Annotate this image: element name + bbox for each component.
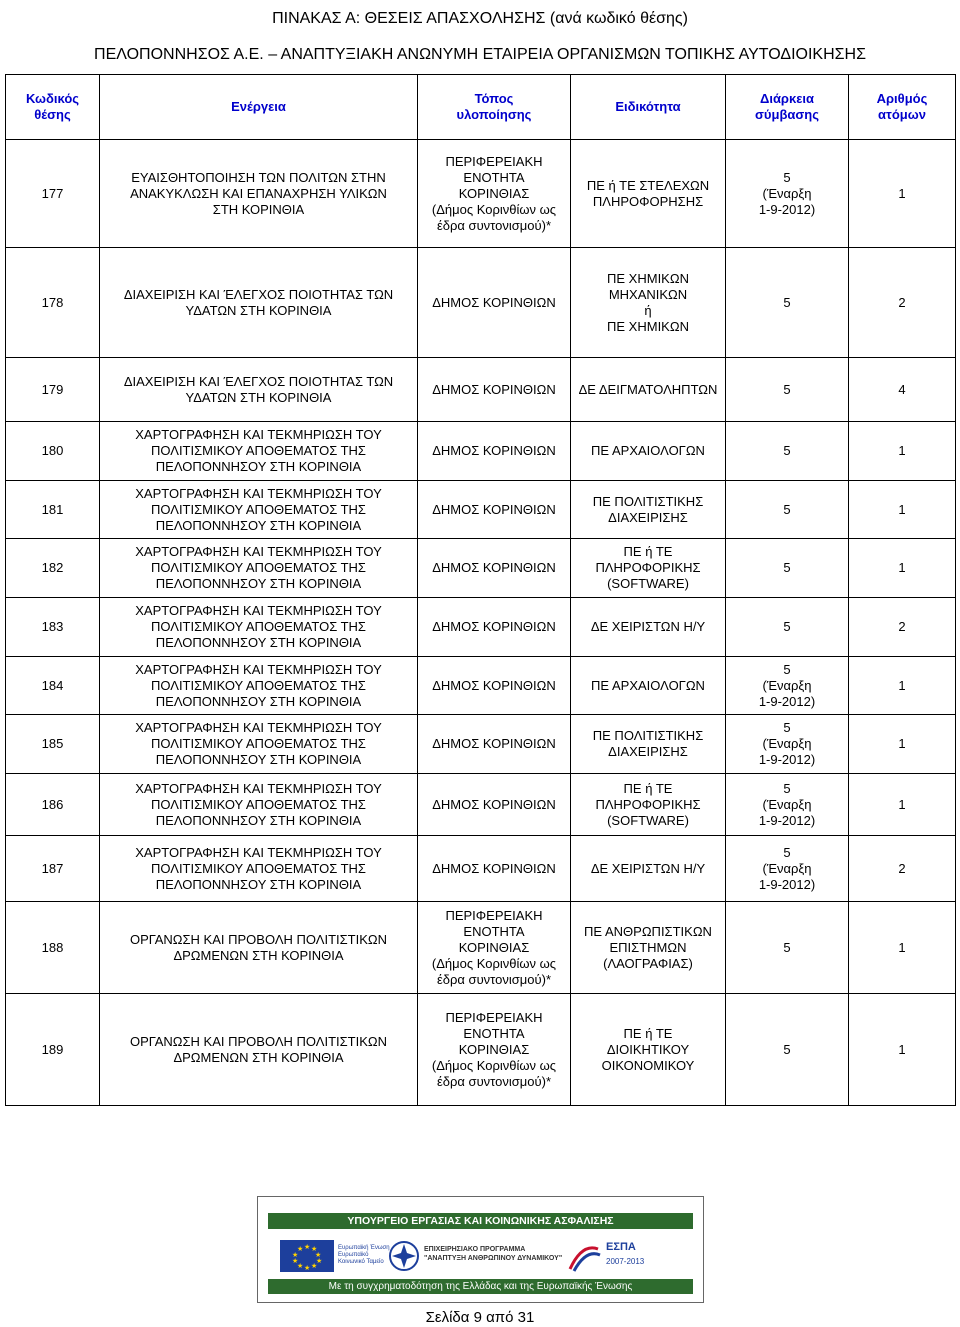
persons-cell: 1 — [849, 539, 956, 598]
place-cell: ΠΕΡΙΦΕΡΕΙΑΚΗ ΕΝΟΤΗΤΑ ΚΟΡΙΝΘΙΑΣ (Δήμος Κορινθίων ως έδρα συντονισμού)* — [418, 902, 571, 994]
specialty-cell: ΠΕ ΑΝΘΡΩΠΙΣΤΙΚΩΝ ΕΠΙΣΤΗΜΩΝ (ΛΑΟΓΡΑΦΙΑΣ) — [571, 902, 726, 994]
place-cell: ΔΗΜΟΣ ΚΟΡΙΝΘΙΩΝ — [418, 774, 571, 836]
specialty-cell: ΠΕ ή ΤΕ ΣΤΕΛΕΧΩΝ ΠΛΗΡΟΦΟΡΗΣΗΣ — [571, 140, 726, 248]
action-cell: ΧΑΡΤΟΓΡΑΦΗΣΗ ΚΑΙ ΤΕΚΜΗΡΙΩΣΗ ΤΟΥ ΠΟΛΙΤΙΣΜΙΚΟΥ ΑΠΟΘΕΜΑΤΟΣ ΤΗΣ ΠΕΛΟΠΟΝΝΗΣΟΥ ΣΤΗ ΚΟΡΙΝΘΙΑ — [100, 715, 418, 774]
table-row — [6, 994, 956, 1106]
place-cell: ΔΗΜΟΣ ΚΟΡΙΝΘΙΩΝ — [418, 598, 571, 657]
header-code: Κωδικός θέσης — [6, 75, 100, 140]
action-cell: ΟΡΓΑΝΩΣΗ ΚΑΙ ΠΡΟΒΟΛΗ ΠΟΛΙΤΙΣΤΙΚΩΝ ΔΡΩΜΕΝΩΝ ΣΤΗ ΚΟΡΙΝΘΙΑ — [100, 902, 418, 994]
persons-cell: 2 — [849, 248, 956, 358]
persons-cell: 1 — [849, 657, 956, 715]
table-row — [6, 836, 956, 902]
operational-programme-label: ΕΠΙΧΕΙΡΗΣΙΑΚΟ ΠΡΟΓΡΑΜΜΑ "ΑΝΑΠΤΥΞΗ ΑΝΘΡΩΠΙΝΟΥ ΔΥΝΑΜΙΚΟΥ" — [424, 1246, 563, 1262]
action-cell: ΧΑΡΤΟΓΡΑΦΗΣΗ ΚΑΙ ΤΕΚΜΗΡΙΩΣΗ ΤΟΥ ΠΟΛΙΤΙΣΜΙΚΟΥ ΑΠΟΘΕΜΑΤΟΣ ΤΗΣ ΠΕΛΟΠΟΝΝΗΣΟΥ ΣΤΗ ΚΟΡΙΝΘΙΑ — [100, 422, 418, 481]
code-cell: 183 — [6, 598, 100, 657]
table-row — [6, 481, 956, 539]
header-duration: Διάρκεια σύμβασης — [726, 75, 849, 140]
persons-cell: 1 — [849, 481, 956, 539]
specialty-cell: ΠΕ ΠΟΛΙΤΙΣΤΙΚΗΣ ΔΙΑΧΕΙΡΙΣΗΣ — [571, 715, 726, 774]
espa-label: ΕΣΠΑ — [606, 1241, 636, 1253]
persons-cell: 4 — [849, 358, 956, 422]
eu-label: Ευρωπαϊκή Ένωση Ευρωπαϊκό Κοινωνικό Ταμείο — [338, 1245, 390, 1265]
duration-cell: 5 (Έναρξη 1-9-2012) — [726, 774, 849, 836]
persons-cell: 1 — [849, 902, 956, 994]
table-row — [6, 539, 956, 598]
place-cell: ΔΗΜΟΣ ΚΟΡΙΝΘΙΩΝ — [418, 481, 571, 539]
table-row — [6, 902, 956, 994]
table-row — [6, 657, 956, 715]
header-place: Τόπος υλοποίησης — [418, 75, 571, 140]
duration-cell: 5 — [726, 358, 849, 422]
operational-programme-logo-icon — [388, 1240, 420, 1272]
action-cell: ΔΙΑΧΕΙΡΙΣΗ ΚΑΙ ΈΛΕΓΧΟΣ ΠΟΙΟΤΗΤΑΣ ΤΩΝ ΥΔΑΤΩΝ ΣΤΗ ΚΟΡΙΝΘΙΑ — [100, 358, 418, 422]
table-row — [6, 715, 956, 774]
table-row — [6, 358, 956, 422]
action-cell: ΧΑΡΤΟΓΡΑΦΗΣΗ ΚΑΙ ΤΕΚΜΗΡΙΩΣΗ ΤΟΥ ΠΟΛΙΤΙΣΜΙΚΟΥ ΑΠΟΘΕΜΑΤΟΣ ΤΗΣ ΠΕΛΟΠΟΝΝΗΣΟΥ ΣΤΗ ΚΟΡΙΝΘΙΑ — [100, 836, 418, 902]
specialty-cell: ΔΕ ΧΕΙΡΙΣΤΩΝ Η/Υ — [571, 598, 726, 657]
duration-cell: 5 (Έναρξη 1-9-2012) — [726, 140, 849, 248]
persons-cell: 2 — [849, 598, 956, 657]
code-cell: 186 — [6, 774, 100, 836]
code-cell: 184 — [6, 657, 100, 715]
cofunding-bar: Με τη συγχρηματοδότηση της Ελλάδας και της Ευρωπαϊκής Ένωσης — [268, 1279, 693, 1294]
specialty-cell: ΠΕ ή ΤΕ ΔΙΟΙΚΗΤΙΚΟΥ ΟΙΚΟΝΟΜΙΚΟΥ — [571, 994, 726, 1106]
persons-cell: 2 — [849, 836, 956, 902]
persons-cell: 1 — [849, 774, 956, 836]
action-cell: ΧΑΡΤΟΓΡΑΦΗΣΗ ΚΑΙ ΤΕΚΜΗΡΙΩΣΗ ΤΟΥ ΠΟΛΙΤΙΣΜΙΚΟΥ ΑΠΟΘΕΜΑΤΟΣ ΤΗΣ ΠΕΛΟΠΟΝΝΗΣΟΥ ΣΤΗ ΚΟΡΙΝΘΙΑ — [100, 481, 418, 539]
duration-cell: 5 — [726, 248, 849, 358]
duration-cell: 5 — [726, 422, 849, 481]
table-row — [6, 598, 956, 657]
positions-table — [5, 74, 956, 1106]
specialty-cell: ΠΕ ΧΗΜΙΚΩΝ ΜΗΧΑΝΙΚΩΝ ή ΠΕ ΧΗΜΙΚΩΝ — [571, 248, 726, 358]
place-cell: ΔΗΜΟΣ ΚΟΡΙΝΘΙΩΝ — [418, 836, 571, 902]
organization-title: ΠΕΛΟΠΟΝΝΗΣΟΣ Α.Ε. – ΑΝΑΠΤΥΞΙΑΚΗ ΑΝΩΝΥΜΗ ΕΤΑΙΡΕΙΑ ΟΡΓΑΝΙΣΜΩΝ ΤΟΠΙΚΗΣ ΑΥΤΟΔΙΟΙΚΗΣΗΣ — [94, 46, 866, 63]
specialty-cell: ΠΕ ΠΟΛΙΤΙΣΤΙΚΗΣ ΔΙΑΧΕΙΡΙΣΗΣ — [571, 481, 726, 539]
place-cell: ΔΗΜΟΣ ΚΟΡΙΝΘΙΩΝ — [418, 248, 571, 358]
code-cell: 178 — [6, 248, 100, 358]
duration-cell: 5 — [726, 994, 849, 1106]
action-cell: ΕΥΑΙΣΘΗΤΟΠΟΙΗΣΗ ΤΩΝ ΠΟΛΙΤΩΝ ΣΤΗΝ ΑΝΑΚΥΚΛΩΣΗ ΚΑΙ ΕΠΑΝΑΧΡΗΣΗ ΥΛΙΚΩΝ ΣΤΗ ΚΟΡΙΝΘΙΑ — [100, 140, 418, 248]
code-cell: 177 — [6, 140, 100, 248]
persons-cell: 1 — [849, 422, 956, 481]
persons-cell: 1 — [849, 140, 956, 248]
header-persons: Αριθμός ατόμων — [849, 75, 956, 140]
header-action: Ενέργεια — [100, 75, 418, 140]
code-cell: 188 — [6, 902, 100, 994]
table-row — [6, 422, 956, 481]
specialty-cell: ΔΕ ΔΕΙΓΜΑΤΟΛΗΠΤΩΝ — [571, 358, 726, 422]
code-cell: 180 — [6, 422, 100, 481]
place-cell: ΔΗΜΟΣ ΚΟΡΙΝΘΙΩΝ — [418, 715, 571, 774]
specialty-cell: ΠΕ ή ΤΕ ΠΛΗΡΟΦΟΡΙΚΗΣ (SOFTWARE) — [571, 774, 726, 836]
table-row — [6, 774, 956, 836]
place-cell: ΠΕΡΙΦΕΡΕΙΑΚΗ ΕΝΟΤΗΤΑ ΚΟΡΙΝΘΙΑΣ (Δήμος Κορινθίων ως έδρα συντονισμού)* — [418, 140, 571, 248]
code-cell: 185 — [6, 715, 100, 774]
place-cell: ΔΗΜΟΣ ΚΟΡΙΝΘΙΩΝ — [418, 358, 571, 422]
duration-cell: 5 — [726, 481, 849, 539]
code-cell: 181 — [6, 481, 100, 539]
code-cell: 179 — [6, 358, 100, 422]
action-cell: ΧΑΡΤΟΓΡΑΦΗΣΗ ΚΑΙ ΤΕΚΜΗΡΙΩΣΗ ΤΟΥ ΠΟΛΙΤΙΣΜΙΚΟΥ ΑΠΟΘΕΜΑΤΟΣ ΤΗΣ ΠΕΛΟΠΟΝΝΗΣΟΥ ΣΤΗ ΚΟΡΙΝΘΙΑ — [100, 598, 418, 657]
duration-cell: 5 — [726, 598, 849, 657]
persons-cell: 1 — [849, 994, 956, 1106]
action-cell: ΧΑΡΤΟΓΡΑΦΗΣΗ ΚΑΙ ΤΕΚΜΗΡΙΩΣΗ ΤΟΥ ΠΟΛΙΤΙΣΜΙΚΟΥ ΑΠΟΘΕΜΑΤΟΣ ΤΗΣ ΠΕΛΟΠΟΝΝΗΣΟΥ ΣΤΗ ΚΟΡΙΝΘΙΑ — [100, 539, 418, 598]
page-number: Σελίδα 9 από 31 — [425, 1309, 535, 1326]
eu-flag-icon: ★ ★ ★ ★ ★ ★ ★ ★ ★ ★ — [280, 1240, 334, 1272]
action-cell: ΟΡΓΑΝΩΣΗ ΚΑΙ ΠΡΟΒΟΛΗ ΠΟΛΙΤΙΣΤΙΚΩΝ ΔΡΩΜΕΝΩΝ ΣΤΗ ΚΟΡΙΝΘΙΑ — [100, 994, 418, 1106]
specialty-cell: ΠΕ ή ΤΕ ΠΛΗΡΟΦΟΡΙΚΗΣ (SOFTWARE) — [571, 539, 726, 598]
place-cell: ΔΗΜΟΣ ΚΟΡΙΝΘΙΩΝ — [418, 422, 571, 481]
duration-cell: 5 (Έναρξη 1-9-2012) — [726, 836, 849, 902]
specialty-cell: ΠΕ ΑΡΧΑΙΟΛΟΓΩΝ — [571, 422, 726, 481]
table-row — [6, 140, 956, 248]
code-cell: 187 — [6, 836, 100, 902]
place-cell: ΔΗΜΟΣ ΚΟΡΙΝΘΙΩΝ — [418, 657, 571, 715]
code-cell: 189 — [6, 994, 100, 1106]
action-cell: ΧΑΡΤΟΓΡΑΦΗΣΗ ΚΑΙ ΤΕΚΜΗΡΙΩΣΗ ΤΟΥ ΠΟΛΙΤΙΣΜΙΚΟΥ ΑΠΟΘΕΜΑΤΟΣ ΤΗΣ ΠΕΛΟΠΟΝΝΗΣΟΥ ΣΤΗ ΚΟΡΙΝΘΙΑ — [100, 774, 418, 836]
persons-cell: 1 — [849, 715, 956, 774]
funding-banner — [257, 1196, 704, 1303]
specialty-cell: ΠΕ ΑΡΧΑΙΟΛΟΓΩΝ — [571, 657, 726, 715]
logos-strip — [268, 1237, 693, 1275]
table-title: ΠΙΝΑΚΑΣ Α: ΘΕΣΕΙΣ ΑΠΑΣΧΟΛΗΣΗΣ (ανά κωδικό θέσης) — [272, 10, 688, 27]
duration-cell: 5 — [726, 539, 849, 598]
ministry-bar: ΥΠΟΥΡΓΕΙΟ ΕΡΓΑΣΙΑΣ ΚΑΙ ΚΟΙΝΩΝΙΚΗΣ ΑΣΦΑΛΙΣΗΣ — [268, 1213, 693, 1229]
code-cell: 182 — [6, 539, 100, 598]
espa-years: 2007-2013 — [606, 1257, 645, 1266]
action-cell: ΔΙΑΧΕΙΡΙΣΗ ΚΑΙ ΈΛΕΓΧΟΣ ΠΟΙΟΤΗΤΑΣ ΤΩΝ ΥΔΑΤΩΝ ΣΤΗ ΚΟΡΙΝΘΙΑ — [100, 248, 418, 358]
action-cell: ΧΑΡΤΟΓΡΑΦΗΣΗ ΚΑΙ ΤΕΚΜΗΡΙΩΣΗ ΤΟΥ ΠΟΛΙΤΙΣΜΙΚΟΥ ΑΠΟΘΕΜΑΤΟΣ ΤΗΣ ΠΕΛΟΠΟΝΝΗΣΟΥ ΣΤΗ ΚΟΡΙΝΘΙΑ — [100, 657, 418, 715]
table-row — [6, 248, 956, 358]
place-cell: ΔΗΜΟΣ ΚΟΡΙΝΘΙΩΝ — [418, 539, 571, 598]
specialty-cell: ΔΕ ΧΕΙΡΙΣΤΩΝ Η/Υ — [571, 836, 726, 902]
header-specialty: Ειδικότητα — [571, 75, 726, 140]
place-cell: ΠΕΡΙΦΕΡΕΙΑΚΗ ΕΝΟΤΗΤΑ ΚΟΡΙΝΘΙΑΣ (Δήμος Κορινθίων ως έδρα συντονισμού)* — [418, 994, 571, 1106]
duration-cell: 5 (Έναρξη 1-9-2012) — [726, 657, 849, 715]
header-row — [6, 75, 956, 140]
duration-cell: 5 (Έναρξη 1-9-2012) — [726, 715, 849, 774]
duration-cell: 5 — [726, 902, 849, 994]
